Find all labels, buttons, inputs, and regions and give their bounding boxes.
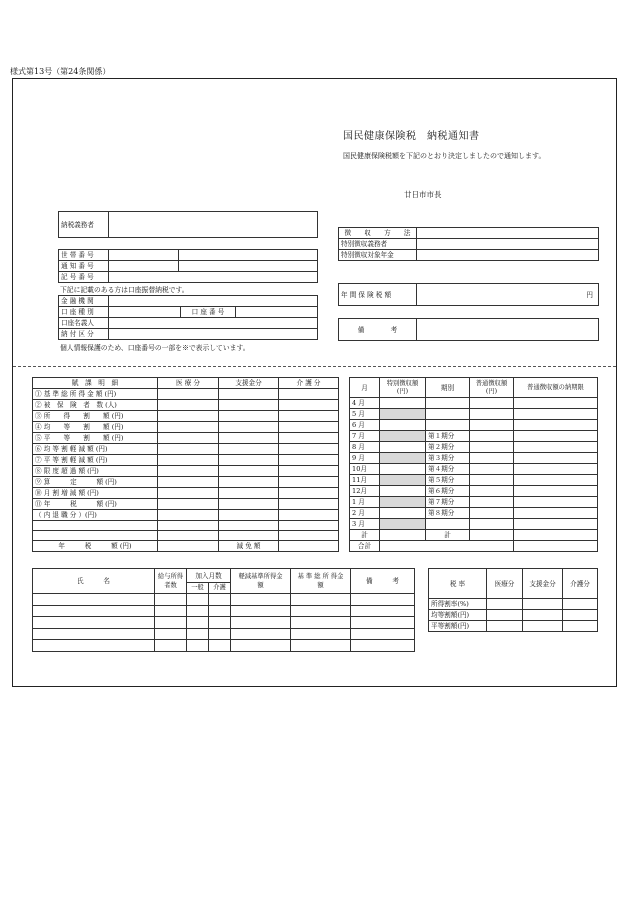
special-collector-label: 特別徴収義務者	[339, 239, 417, 250]
name-header: 氏 名	[33, 569, 155, 594]
table-row	[33, 444, 339, 455]
assessment-row-label: ④ 均 等 割 額 (円)	[33, 422, 158, 433]
table-row	[429, 621, 598, 632]
assessment-table	[32, 377, 339, 552]
table-row	[350, 409, 598, 420]
assessment-header: 賦 課 明 細	[33, 378, 158, 389]
table-row	[350, 497, 598, 508]
rate-row-label: 均等割額(円)	[429, 610, 487, 621]
table-row	[33, 411, 339, 422]
collection-method-label: 徴 収 方 法	[339, 228, 417, 239]
period-cell: 第３期分	[426, 453, 470, 464]
month-cell: 9 月	[350, 453, 380, 464]
table-row	[33, 605, 415, 617]
sum-label-2: 計	[426, 530, 470, 541]
issuer-name: 廿日市市長	[404, 190, 442, 199]
month-cell: 12月	[350, 486, 380, 497]
members-table	[32, 568, 415, 652]
annual-tax-table	[338, 283, 599, 306]
annual-tax-yen: 円	[417, 284, 599, 306]
table-row	[350, 486, 598, 497]
table-row	[350, 519, 598, 530]
assessment-row-label: ⑨ 算 定 額 (円)	[33, 477, 158, 488]
account-type-label: 口 座 種 別	[59, 307, 109, 318]
assessment-row-label: ② 被 保 険 者 数 (人)	[33, 400, 158, 411]
bank-table	[58, 295, 318, 340]
period-cell	[426, 398, 470, 409]
assessment-row-label: ③ 所 得 割 額 (円)	[33, 411, 158, 422]
normal-amount-header: 普通徴収額(円)	[470, 378, 514, 398]
household-label: 世 帯 番 号	[59, 250, 109, 261]
table-row	[33, 466, 339, 477]
table-row	[350, 475, 598, 486]
period-cell: 第６期分	[426, 486, 470, 497]
period-cell	[426, 519, 470, 530]
month-cell: 7 月	[350, 431, 380, 442]
month-cell: 4 月	[350, 398, 380, 409]
period-cell	[426, 409, 470, 420]
grand-total-label: 合計	[350, 541, 380, 552]
deadline-header: 普通徴収額の納期限	[514, 378, 598, 398]
reduction-label: 減 免 額	[219, 541, 279, 552]
account-holder-label: 口座名義人	[59, 318, 109, 329]
taxpayer-table	[58, 211, 318, 238]
remarks-table	[338, 318, 599, 341]
period-cell: 第４期分	[426, 464, 470, 475]
assessment-row-label: ⑩ 月 割 増 減 額 (円)	[33, 488, 158, 499]
remarks-label: 備 考	[339, 319, 417, 341]
code-number-label: 記 号 番 号	[59, 272, 109, 283]
month-header: 月	[350, 378, 380, 398]
table-row	[429, 599, 598, 610]
table-row	[350, 420, 598, 431]
payment-category-label: 納 付 区 分	[59, 329, 109, 340]
special-amount-header: 特別徴収額(円)	[380, 378, 426, 398]
period-header: 期別	[426, 378, 470, 398]
income-earners-header: 給与所得者数	[155, 569, 187, 594]
institution-label: 金 融 機 関	[59, 296, 109, 307]
table-row	[350, 442, 598, 453]
rate-care-header: 介護分	[563, 569, 598, 599]
schedule-table	[349, 377, 598, 552]
table-row	[33, 640, 415, 652]
collection-table	[338, 227, 599, 261]
table-row	[350, 453, 598, 464]
intro-text: 国民健康保険税額を下記のとおり決定しましたので通知します。	[343, 152, 546, 160]
rate-medical-header: 医療分	[487, 569, 523, 599]
rate-row-label: 平等割額(円)	[429, 621, 487, 632]
rate-row-label: 所得割率(%)	[429, 599, 487, 610]
sum-label: 計	[350, 530, 380, 541]
assessment-row-label: ⑪ 年 税 額 (円)	[33, 499, 158, 510]
table-row	[429, 610, 598, 621]
assessment-row-label: （ 内 退 職 分 ）(円)	[33, 510, 158, 521]
tear-line	[13, 366, 616, 367]
period-cell: 第１期分	[426, 431, 470, 442]
table-row	[33, 422, 339, 433]
month-cell: 11月	[350, 475, 380, 486]
table-row	[33, 628, 415, 640]
medical-header: 医 療 分	[158, 378, 219, 389]
rate-support-header: 支援金分	[523, 569, 563, 599]
form-label: 様式第13号（第24条関係）	[10, 67, 111, 76]
table-row	[350, 398, 598, 409]
months-care: 介護	[209, 583, 231, 594]
annual-total-label: 年 税 額 (円)	[33, 541, 158, 552]
care-header: 介 護 分	[279, 378, 339, 389]
household-table	[58, 249, 318, 283]
pension-label: 特別徴収対象年金	[339, 250, 417, 261]
table-row	[33, 389, 339, 400]
reduction-income-header: 軽減基準所得金 額	[231, 569, 291, 594]
annual-tax-label: 年 間 保 険 税 額	[339, 284, 417, 306]
table-row	[33, 488, 339, 499]
table-row	[33, 477, 339, 488]
base-income-header: 基 準 総 所 得金 額	[291, 569, 351, 594]
period-cell	[426, 420, 470, 431]
page-title: 国民健康保険税 納税通知書	[343, 131, 480, 142]
rate-header: 税 率	[429, 569, 487, 599]
privacy-note: 個人情報保護のため、口座番号の一部を※で表示しています。	[60, 344, 250, 352]
account-number-label: 口 座 番 号	[181, 307, 236, 318]
assessment-row-label: ① 基 準 総 所 得 金 額 (円)	[33, 389, 158, 400]
table-row	[33, 499, 339, 510]
month-cell: 6 月	[350, 420, 380, 431]
table-row	[350, 464, 598, 475]
month-cell: 2 月	[350, 508, 380, 519]
notice-number-label: 通 知 番 号	[59, 261, 109, 272]
months-general: 一般	[187, 583, 209, 594]
table-row	[350, 431, 598, 442]
table-row	[33, 400, 339, 411]
table-row	[33, 510, 339, 521]
period-cell: 第５期分	[426, 475, 470, 486]
period-cell: 第８期分	[426, 508, 470, 519]
assessment-row-label: ⑥ 均 等 割 軽 減 額 (円)	[33, 444, 158, 455]
month-cell: 8 月	[350, 442, 380, 453]
support-header: 支援金分	[219, 378, 279, 389]
table-row	[33, 617, 415, 629]
month-cell: 5 月	[350, 409, 380, 420]
taxpayer-value	[109, 212, 318, 238]
assessment-row-label: ⑦ 平 等 割 軽 減 額 (円)	[33, 455, 158, 466]
taxpayer-label: 納税義務者	[59, 212, 109, 238]
month-cell: 3 月	[350, 519, 380, 530]
bank-note: 下記に記載のある方は口座振替納税です。	[60, 286, 189, 294]
month-cell: 1 月	[350, 497, 380, 508]
assessment-row-label: ⑤ 平 等 割 額 (円)	[33, 433, 158, 444]
month-cell: 10月	[350, 464, 380, 475]
months-header: 加入月数	[187, 569, 231, 583]
period-cell: 第２期分	[426, 442, 470, 453]
table-row	[33, 594, 415, 606]
table-row	[33, 455, 339, 466]
table-row	[33, 433, 339, 444]
table-row	[350, 508, 598, 519]
rates-table	[428, 568, 598, 632]
member-remarks-header: 備 考	[351, 569, 415, 594]
period-cell: 第７期分	[426, 497, 470, 508]
assessment-row-label: ⑧ 限 度 超 過 額 (円)	[33, 466, 158, 477]
